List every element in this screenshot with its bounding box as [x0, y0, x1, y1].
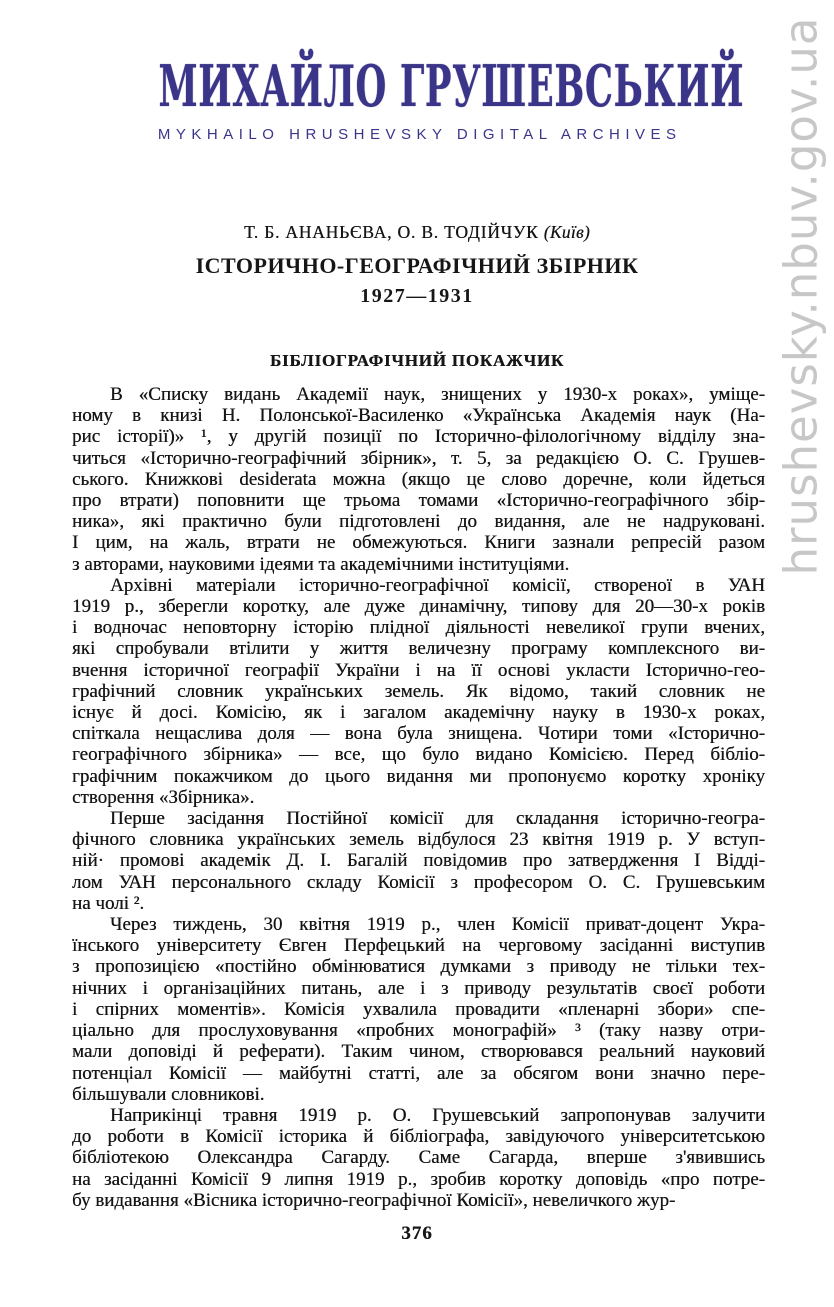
text-line: мали доповіді й реферати). Таким чином, створювався реальний науковий [72, 1041, 765, 1063]
text-line: до роботи в Комісії історика й бібліографа, завідуючого університетською [72, 1126, 765, 1148]
archive-logo-subtitle: MYKHAILO HRUSHEVSKY DIGITAL ARCHIVES [157, 125, 682, 143]
authors-location: (Київ) [543, 222, 590, 242]
text-line: і водночас неповторну історію плідної діяльності невеликої групи вчених, [72, 617, 765, 639]
text-line: читься «Історично-географічний збірник», т. 5, за редакцією О. С. Грушев- [72, 447, 765, 469]
text-line: вчення історичної географії України і на її основі укласти Історично-гео- [72, 659, 765, 681]
text-line: рис історії)» ¹, у другій позиції по Історично-філологічному відділу зна- [72, 426, 765, 448]
text-line: і спірних моментів». Комісія ухвалила провадити «пленарні збори» спе- [72, 998, 765, 1020]
text-line: спіткала нещаслива доля — вона була знищена. Чотири томи «Історично- [72, 723, 765, 745]
text-line: І цим, на жаль, втрати не обмежуються. Книги зазнали репресій разом [72, 532, 765, 554]
text-line: Перше засідання Постійної комісії для складання історично-геогра- [110, 808, 765, 830]
text-line: бібліотекою Олександра Сагарду. Саме Сагарда, вперше з'явившись [72, 1147, 765, 1169]
text-line: фічного словника українських земель відбулося 23 квітня 1919 р. У вступ- [72, 829, 765, 851]
archive-logo [0, 53, 834, 143]
text-line: потенціал Комісії — майбутні статті, але за обсягом вони значно пере- [72, 1062, 765, 1084]
text-line: бу видавання «Вісника історично-географічної Комісії», невеличкого жур- [72, 1189, 676, 1211]
section-heading: БІБЛІОГРАФІЧНИЙ ПОКАЖЧИК [269, 351, 565, 370]
text-line: які спробували втілити у життя величезну програму комплексного ви- [72, 638, 765, 660]
body-text [72, 384, 765, 1211]
text-line: 1919 р., зберегли коротку, але дуже динамічну, типову для 20—30-х років [72, 596, 765, 618]
text-line: про втрати) поповнити ще трьома томами «Історично-географічного збір- [72, 490, 765, 512]
text-line: створення «Збірника». [72, 786, 255, 808]
text-line: нічних і організаційних питань, але і з приводу результатів своєї роботи [72, 977, 765, 999]
text-line: географічного збірника» — все, що було видано Комісією. Перед бібліо- [72, 744, 765, 766]
text-line: графічним покажчиком до цього видання ми пропонуємо коротку хроніку [72, 765, 765, 787]
archive-logo-title: МИХАЙЛО ГРУШЕВСЬКИЙ [158, 53, 745, 120]
text-line: Через тиждень, 30 квітня 1919 р., член Комісії приват-доцент Укра- [110, 914, 765, 936]
text-line: з авторами, науковими ідеями та академічними інституціями. [72, 553, 570, 575]
text-line: В «Списку видань Академії наук, знищених у 1930-х роках», уміще- [110, 384, 765, 405]
text-line: лом УАН персонального складу Комісії з професором О. С. Грушевським [72, 871, 765, 893]
text-line: існує й досі. Комісію, як і загалом академічну науку в 1930-х роках, [72, 702, 765, 724]
text-line: ського. Книжкові desiderata можна (якщо це слово доречне, коли йдеться [72, 468, 765, 490]
watermark-url-text: hrushevsky.nbuv.gov.ua [774, 16, 828, 576]
article-title: ІСТОРИЧНО-ГЕОГРАФІЧНИЙ ЗБІРНИК [195, 253, 639, 278]
page-number: 376 [401, 1223, 433, 1244]
authors-line [0, 222, 834, 243]
text-line: графічний словник українських земель. Як відомо, такий словник не [72, 680, 765, 702]
text-line: на чолі ². [72, 892, 145, 914]
text-line: їнського університету Євген Перфецький на черговому засіданні виступив [72, 935, 765, 957]
text-line: більшували словникові. [72, 1083, 265, 1105]
text-line: ціально для прослуховування «пробних монографій» ³ (таку назву отри- [72, 1020, 765, 1042]
text-line: ника», які практично були підготовлені до видання, але не надруковані. [72, 511, 765, 533]
article-years: 1927—1931 [360, 285, 474, 307]
text-line: Наприкінці травня 1919 р. О. Грушевський запропонував залучити [110, 1104, 765, 1126]
text-line: на засіданні Комісії 9 липня 1919 р., зробив коротку доповідь «про потре- [72, 1168, 765, 1190]
text-line: Архівні матеріали історично-географічної комісії, створеної в УАН [110, 574, 765, 596]
author-names: Т. Б. АНАНЬЄВА, О. В. ТОДІЙЧУК [244, 222, 539, 242]
text-line: з пропозицією «постійно обмінюватися думками з приводу не тільки тех- [72, 956, 765, 978]
text-line: ному в книзі Н. Полонської-Василенко «Українська Академія наук (На- [72, 405, 765, 427]
text-line: ній· промові академік Д. І. Багалій повідомив про затвердження І Відді- [72, 850, 765, 872]
